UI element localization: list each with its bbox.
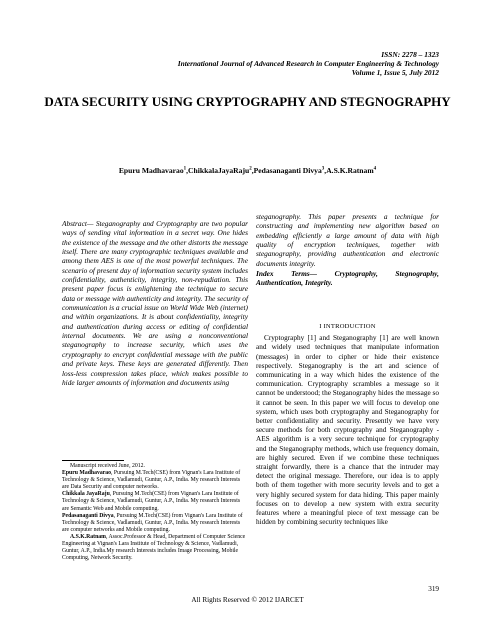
footnote-divider	[62, 460, 124, 461]
introduction-text: Cryptography [1] and Steganography [1] are well known and widely used techniques that manipulate information (messages) in order to cipher or hide their existence respectively. Steganography is the art and science of communicating in a way which hides the existence of the communication. Cryptography scrambles a message so it cannot be understood; the Steganography hides the message so it cannot be seen. In this paper we will focus to develop one system, which uses both cryptography and Steganography for better confidentiality and security. Presently we have very secure methods for both cryptography and Steganography - AES algorithm is a very secure technique for cryptography and the Steganography methods, which use frequency domain, are highly secured. Even if we combine these techniques straight forwardly, there is a chance that the intruder may detect the original message. Therefore, our idea is to apply both of them together with more security levels and to get a very highly secured system for data hiding. This paper mainly focuses on to develop a new system with extra security features where a meaningful piece of text message can be hidden by combining security techniques like	[256, 334, 439, 527]
footnote-received: Manuscript received June, 2012.	[70, 463, 145, 469]
author-name: ChikkalaJayaRaju	[188, 166, 250, 175]
abstract-continued: steganography. This paper presents a technique for constructing and implementing new algorithm based on embedding efficiently a large amount of data with high quality of encryption techniques, together with steganography, providing authentication and electronic documents integrity.	[256, 212, 439, 268]
abstract-left-column: Abstract— Steganography and Cryptography are two popular ways of sending vital information in a secret way. One hides the existence of the message and the other distorts the message itself. There are many cryptographic techniques available and among them AES is one of the most powerful techniques. The scenario of present day of information security system includes confidentiality, authenticity, integrity, non-repudiation. This present paper focus is enlightening the technique to secure data or message with authenticity and integrity. The security of communication is a crucial issue on World Wide Web (internet) and within organizations. It is about confidentiality, integrity and authentication during access or editing of confidential internal documents. We are using a nonconventional steganography to increase security, which uses the cryptography to encrypt confidential message with the public and private keys. These keys are generated differently. Then loss-less compression takes place, which makes possible to hide larger amounts of information and documents using	[62, 219, 248, 387]
footnote-author-text: , Assoc.Professor & Head, Department of Computer Science Engineering at Vignan's Lara Institute of Technology & Science, Vadlamudi, Guntur, A.P., India.My research Interests includes Image Processing, Mobile Computing, Network Security.	[62, 533, 246, 562]
paper-title: DATA SECURITY USING CRYPTOGRAPHY AND STEGNOGRAPHY	[44, 94, 451, 109]
footnote-author-name: Chikkala JayaRaju	[62, 491, 110, 498]
right-column	[256, 212, 439, 527]
footnote-author	[62, 491, 248, 512]
author-name: Pedasanaganti Divya	[253, 166, 322, 175]
footnote-author-name: Epuru Madhavarao	[62, 470, 112, 477]
footnote-author	[62, 470, 248, 491]
footnote-author-name: A.S.K.Ratnam	[70, 533, 106, 540]
index-terms: Index Terms— Cryptography, Stegnography, Authentication, Integrity.	[256, 269, 439, 288]
footnote-author-name: Pedasanaganti Divya	[62, 512, 114, 519]
author-list: Epuru Madhavarao$^1$,ChikkalaJayaRaju$^2$,Pedasanaganti Divya$^3$,A.S.K.Ratnam$^4$	[118, 166, 377, 175]
section-heading: I INTRODUCTION	[319, 322, 376, 330]
author-affil: 4	[373, 166, 377, 172]
footnote-author-text: , Pursuing M.Tech(CSE) from Vignan's Lara Institute of Technology & Science, Vadlamudi, Guntur, A.P., India. My research Interests are Semantic Web and Mobile computing.	[62, 491, 241, 512]
issn-line: ISSN: 2278 – 1323	[381, 50, 439, 59]
author-name: Epuru Madhavarao	[118, 166, 184, 175]
footnote-author-text: , Pursuing M.Tech(CSE) from Vignan's Lara Institute of Technology & Science, Vadlamudi, Guntur, A.P., India. My research Interests are Data Security and computer networks.	[62, 470, 241, 491]
footnote-author	[62, 513, 248, 534]
author-affil: 2	[249, 166, 252, 172]
footer-copyright: All Rights Reserved © 2012 IJARCET	[191, 596, 304, 604]
volume-issue: Volume 1, Issue 5, July 2012	[351, 68, 439, 77]
footnote-author-text: , Pursuing M.Tech(CSE) from Vignan's Lara Institute of Technology & Science, Vadlamudi, Guntur, A.P., India. My research Interests are computer networks and Mobile computing.	[62, 512, 243, 533]
author-affil: 1	[183, 166, 187, 172]
footnote-author	[62, 534, 248, 562]
footnotes	[62, 463, 248, 562]
page-number: 319	[428, 585, 439, 593]
journal-name: International Journal of Advanced Research in Computer Engineering & Technology	[177, 59, 439, 68]
author-name: A.S.K.Ratnam	[326, 166, 374, 175]
author-affil: 3	[321, 166, 325, 172]
